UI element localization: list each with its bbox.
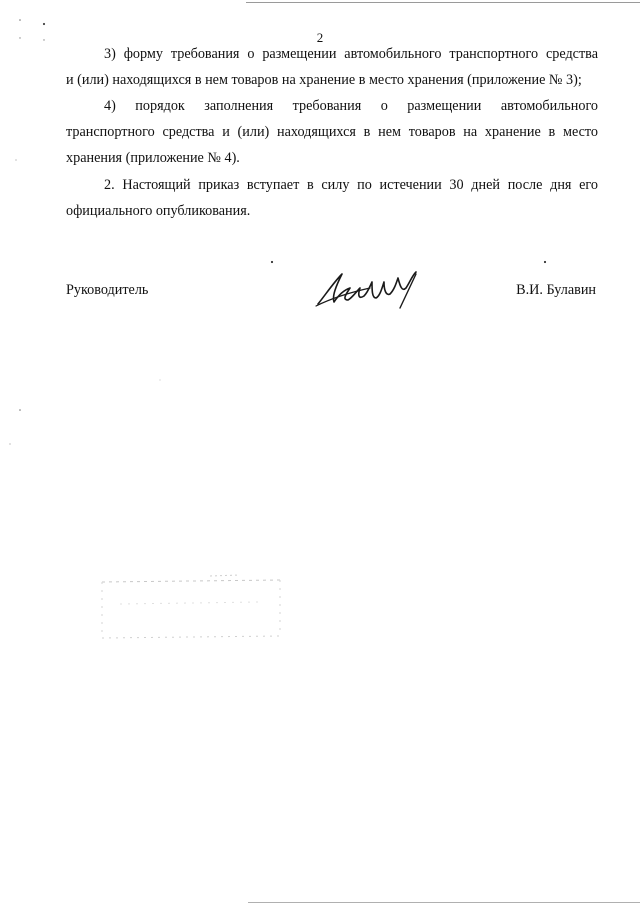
paragraph-line: 2. Настоящий приказ вступает в силу по истечении 30 дней после дня его <box>104 177 598 193</box>
paragraph-line: и (или) находящихся в нем товаров на хранение в место хранения (приложение № 3); <box>66 72 582 88</box>
paragraph-line: транспортного средства и (или) находящихся в нем товаров на хранение в место <box>66 124 598 140</box>
paragraph-line: 4) порядок заполнения требования о размещении автомобильного <box>104 98 598 114</box>
paragraph-line: официального опубликования. <box>66 203 251 219</box>
faint-stamp-impression <box>100 574 282 642</box>
page-number: 2 <box>316 30 324 45</box>
signatory-title: Руководитель <box>66 282 149 298</box>
paragraph-line: хранения (приложение № 4). <box>66 150 240 166</box>
paragraph-line: 3) форму требования о размещении автомобильного транспортного средства <box>104 46 598 62</box>
signatory-name: В.И. Булавин <box>516 282 596 298</box>
scan-edge-bottom <box>248 902 640 903</box>
